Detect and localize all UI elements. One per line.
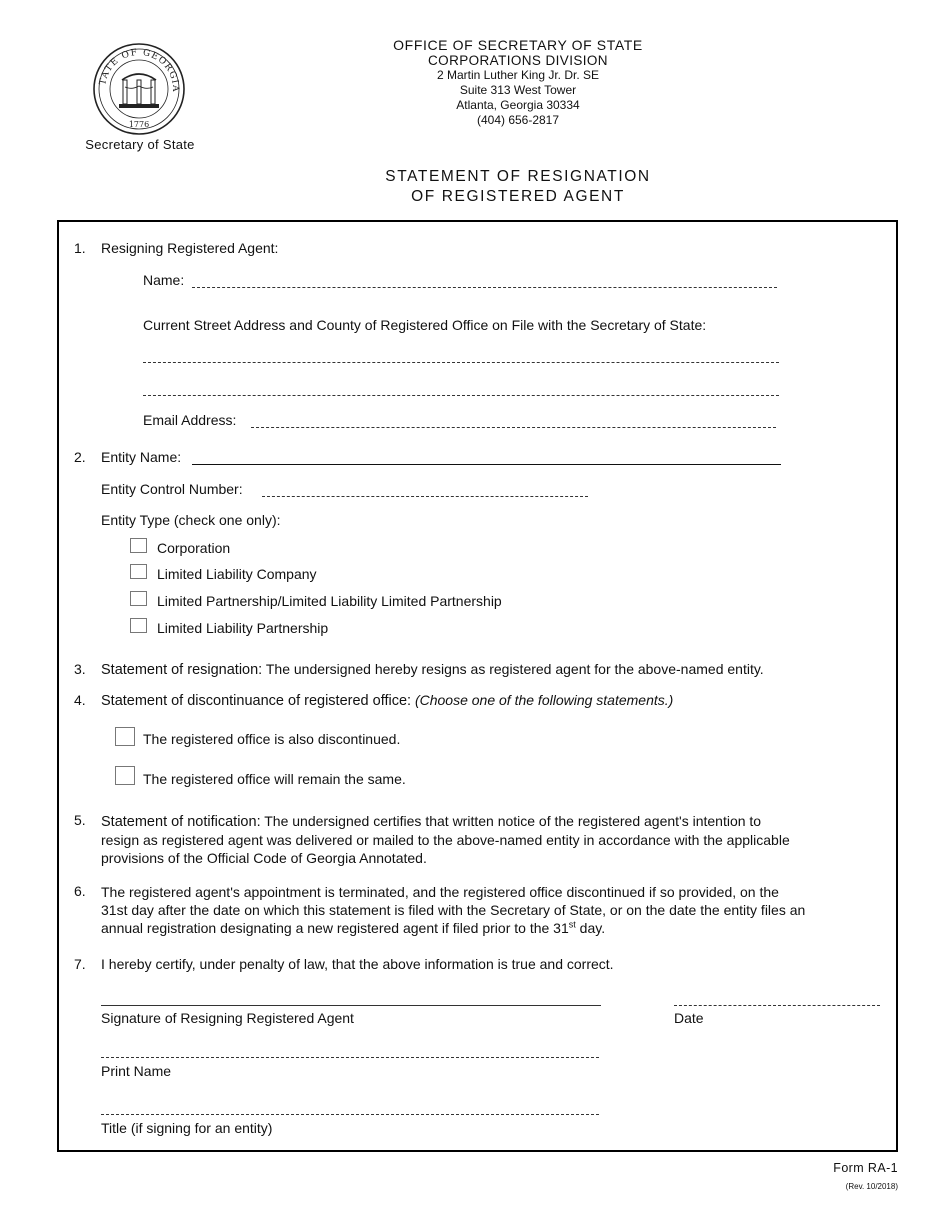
control-number-field[interactable] [262, 484, 588, 497]
section-1-number: 1. [74, 240, 86, 256]
certification-statement: I hereby certify, under penalty of law, that the above information is true and correct. [101, 956, 614, 972]
address-label: Current Street Address and County of Registered Office on File with the Secretary of State: [143, 317, 707, 333]
seal-caption: Secretary of State [85, 137, 195, 152]
form-revision: (Rev. 10/2018) [845, 1182, 898, 1191]
termination-line-3: annual registration designating a new registered agent if filed prior to the 31st day. [101, 919, 606, 936]
section-5-text [101, 812, 891, 867]
title-field-label: Title (if signing for an entity) [101, 1120, 273, 1136]
termination-line-2: 31st day after the date on which this statement is filed with the Secretary of State, or on the date the entity files an [101, 902, 806, 918]
address-field-line-2[interactable] [143, 395, 779, 396]
title-line-1: STATEMENT OF RESIGNATION [385, 168, 651, 185]
entity-type-llp: Limited Liability Partnership [157, 620, 329, 636]
form-number: Form RA-1 [833, 1161, 898, 1175]
checkbox-office-remains[interactable] [115, 766, 135, 785]
resignation-statement: The undersigned hereby resigns as registered agent for the above-named entity. [265, 661, 764, 677]
section-6-number: 6. [74, 883, 86, 899]
checkbox-llp[interactable] [130, 618, 147, 633]
resignation-lead: Statement of resignation: [101, 662, 263, 678]
option-office-remains: The registered office will remain the same. [143, 771, 406, 787]
print-name-label: Print Name [101, 1063, 172, 1079]
seal-icon [92, 42, 186, 136]
notification-lead: Statement of notification: [101, 814, 261, 830]
section-4-text [101, 692, 673, 709]
print-name-line[interactable] [101, 1057, 599, 1058]
section-5-number: 5. [74, 812, 86, 828]
entity-name-field[interactable] [192, 452, 781, 465]
georgia-state-seal [92, 42, 186, 136]
termination-line-1: The registered agent's appointment is terminated, and the registered office discontinued if so provided, on the [101, 884, 779, 900]
entity-type-label: Entity Type (check one only): [101, 512, 281, 528]
seal-ring-text: TATE OF GEORGIA [98, 47, 181, 93]
office-header [318, 38, 718, 128]
date-label: Date [674, 1010, 704, 1026]
signature-line[interactable] [101, 1005, 601, 1006]
division-name: CORPORATIONS DIVISION [428, 53, 608, 68]
title-line-2: OF REGISTERED AGENT [411, 188, 625, 205]
section-4-number: 4. [74, 692, 86, 708]
control-number-label: Entity Control Number: [101, 481, 243, 497]
seal-year: 1776 [128, 120, 150, 129]
section-7-number: 7. [74, 956, 86, 972]
section-2-number: 2. [74, 449, 86, 465]
checkbox-office-discontinued[interactable] [115, 727, 135, 746]
address-field-line-1[interactable] [143, 362, 779, 363]
agent-name-field[interactable] [192, 275, 777, 288]
section-3-text [101, 661, 764, 678]
section-6-text [101, 883, 891, 937]
email-label: Email Address: [143, 412, 237, 428]
entity-name-label: Entity Name: [101, 449, 182, 465]
entity-type-corporation: Corporation [157, 540, 231, 556]
section-3-number: 3. [74, 661, 86, 677]
discontinuance-note: (Choose one of the following statements.) [414, 692, 674, 708]
notification-line-3: provisions of the Official Code of Georgia Annotated. [101, 850, 427, 866]
address-suite: Suite 313 West Tower [459, 83, 577, 97]
discontinuance-lead: Statement of discontinuance of registered office: [101, 693, 412, 709]
notification-line-1: The undersigned certifies that written notice of the registered agent's intention to [264, 813, 762, 829]
entity-type-llc: Limited Liability Company [157, 566, 317, 582]
address-city: Atlanta, Georgia 30334 [456, 98, 580, 112]
form-title [268, 167, 768, 207]
date-line[interactable] [674, 1005, 880, 1006]
office-phone: (404) 656-2817 [476, 113, 560, 127]
agent-name-label: Name: [143, 272, 185, 288]
entity-type-lp: Limited Partnership/Limited Liability Limited Partnership [157, 593, 502, 609]
title-line[interactable] [101, 1114, 599, 1115]
checkbox-corporation[interactable] [130, 538, 147, 553]
office-name: OFFICE OF SECRETARY OF STATE [393, 37, 643, 53]
section-1-heading: Resigning Registered Agent: [101, 240, 279, 256]
checkbox-llc[interactable] [130, 564, 147, 579]
email-field[interactable] [251, 415, 776, 428]
option-office-discontinued: The registered office is also discontinued. [143, 731, 401, 747]
checkbox-lp[interactable] [130, 591, 147, 606]
notification-line-2: resign as registered agent was delivered or mailed to the above-named entity in accordance with the applicable [101, 832, 790, 848]
address-street: 2 Martin Luther King Jr. Dr. SE [436, 68, 600, 82]
signature-label: Signature of Resigning Registered Agent [101, 1010, 354, 1026]
